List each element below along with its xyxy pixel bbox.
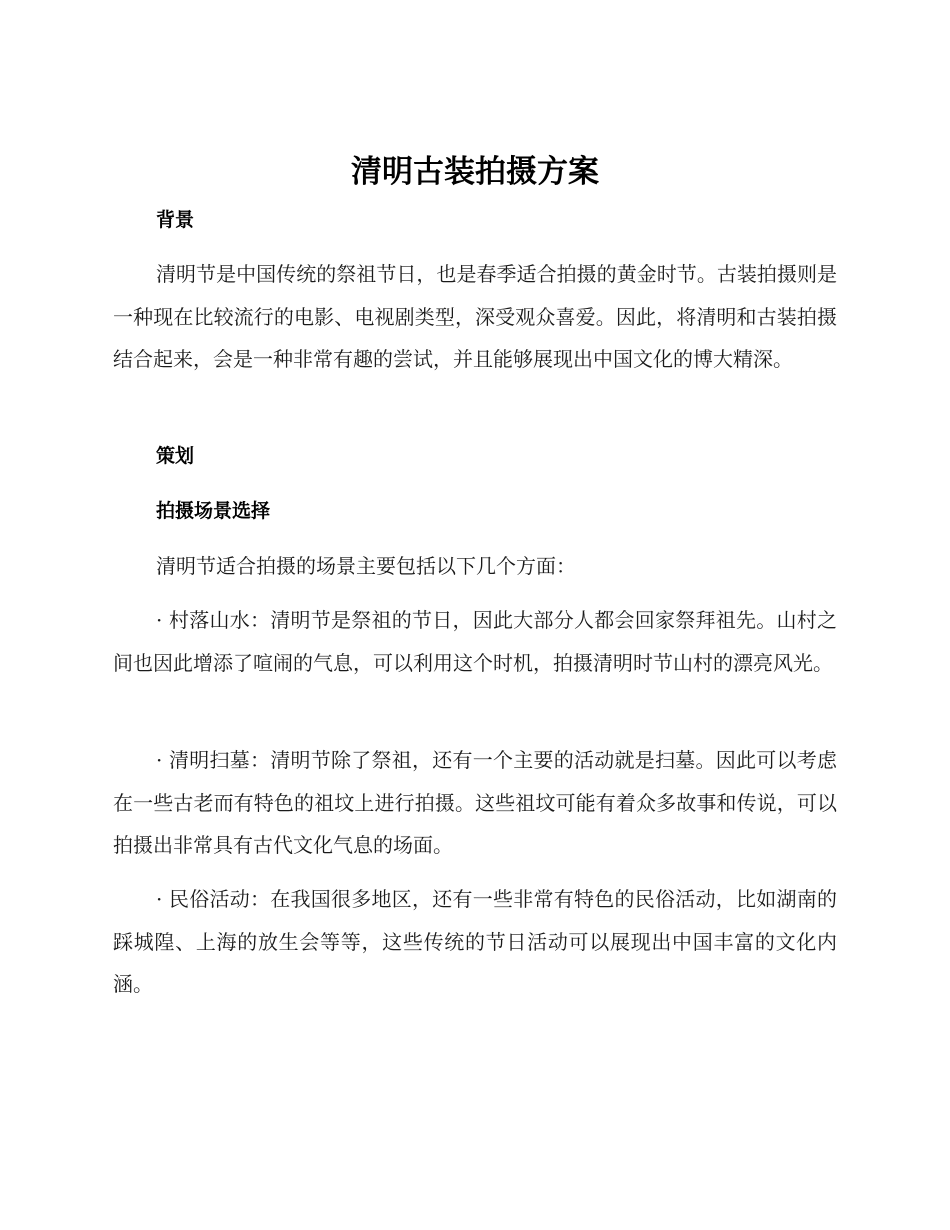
heading-plan: 策划	[156, 445, 195, 467]
list-item-village: · 村落山水：清明节是祭祖的节日，因此大部分人都会回家祭拜祖先。山村之间也因此增添了喧闹的气息，可以利用这个时机，拍摄清明时节山村的漂亮风光。	[113, 608, 837, 675]
list-item-tomb-sweeping: · 清明扫墓：清明节除了祭祖，还有一个主要的活动就是扫墓。因此可以考虑在一些古老而有特色的祖坟上进行拍摄。这些祖坟可能有着众多故事和传说，可以拍摄出非常具有古代文化气息的场面。	[113, 748, 837, 857]
paragraph-background: 清明节是中国传统的祭祖节日，也是春季适合拍摄的黄金时节。古装拍摄则是一种现在比较流行的电影、电视剧类型，深受观众喜爱。因此，将清明和古装拍摄结合起来，会是一种非常有趣的尝试，并且能够展现出中国文化的博大精深。	[113, 262, 837, 371]
heading-background: 背景	[156, 209, 195, 231]
document-title: 清明古装拍摄方案	[351, 154, 599, 190]
paragraph-scene-intro: 清明节适合拍摄的场景主要包括以下几个方面：	[156, 554, 576, 578]
list-item-folk-activities: · 民俗活动：在我国很多地区，还有一些非常有特色的民俗活动，比如湖南的踩城隍、上海的放生会等等，这些传统的节日活动可以展现出中国丰富的文化内涵。	[113, 887, 837, 996]
heading-scene-selection: 拍摄场景选择	[156, 500, 271, 522]
